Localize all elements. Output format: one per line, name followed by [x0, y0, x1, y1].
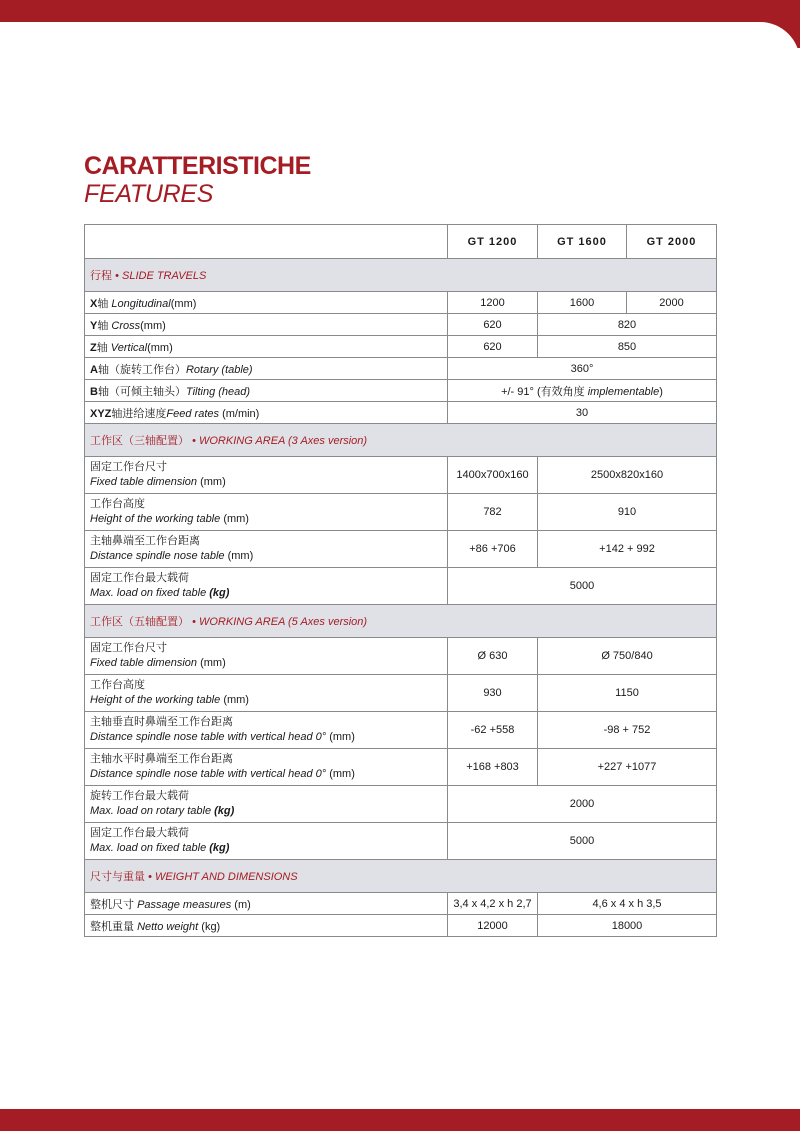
row-label: [85, 380, 448, 402]
table-row: [85, 292, 717, 314]
value-cell: Ø 750/840: [538, 638, 717, 675]
value-cell: 12000: [448, 915, 538, 937]
value-cell: 620: [448, 314, 538, 336]
row-label: [85, 893, 448, 915]
value-cell: [448, 380, 717, 402]
row-unit: (mm): [329, 731, 355, 743]
row-label-en: Distance spindle nose table with vertical head 0°: [90, 768, 327, 780]
row-label-en: Distance spindle nose table: [90, 550, 225, 562]
table-row: [85, 314, 717, 336]
row-label: [85, 457, 448, 494]
value-cell: 1150: [538, 675, 717, 712]
row-label-cn: 轴: [96, 341, 108, 354]
row-unit: (kg): [214, 805, 235, 817]
row-label: [85, 292, 448, 314]
value-text-italic: implementable: [587, 385, 660, 398]
value-cell: 18000: [538, 915, 717, 937]
header-empty-cell: [85, 225, 448, 259]
row-label: [85, 823, 448, 860]
value-cell: 1600: [538, 292, 627, 314]
table-row: [85, 712, 717, 749]
value-cell: 3,4 x 4,2 x h 2,7: [448, 893, 538, 915]
row-label-en: Feed rates: [166, 407, 219, 420]
row-label-cn: 轴（可倾主轴头）: [97, 385, 186, 398]
value-cell: Ø 630: [448, 638, 538, 675]
value-cell: 620: [448, 336, 538, 358]
row-label: [85, 336, 448, 358]
row-label-en: Vertical: [110, 341, 148, 354]
row-label-cn: 主轴垂直时鼻端至工作台距离: [90, 716, 233, 728]
value-cell: +168 +803: [448, 749, 538, 786]
top-band: [0, 0, 800, 22]
value-cell: 4,6 x 4 x h 3,5: [538, 893, 717, 915]
section-title: [85, 605, 717, 638]
row-label-en-line: [90, 841, 442, 856]
section-header: [85, 424, 717, 457]
value-cell: 30: [448, 402, 717, 424]
row-label-en: Max. load on fixed table: [90, 842, 207, 854]
row-unit: (m): [234, 898, 251, 911]
row-label-cn: 轴: [97, 319, 109, 332]
table-row: [85, 893, 717, 915]
model-header: GT 1200: [448, 225, 538, 259]
section-separator: •: [192, 616, 196, 628]
row-label-en-line: [90, 586, 442, 601]
section-title: [85, 860, 717, 893]
row-label-cn: 固定工作台尺寸: [90, 461, 167, 473]
row-unit: (mm): [147, 341, 173, 354]
row-label-cn: 固定工作台最大载荷: [90, 572, 189, 584]
row-label-en: Cross: [111, 319, 141, 332]
section-title: [85, 259, 717, 292]
table-row: [85, 358, 717, 380]
table-row: [85, 494, 717, 531]
row-unit: (kg): [201, 920, 221, 933]
row-label-cn: 工作台高度: [90, 498, 145, 510]
value-cell: 930: [448, 675, 538, 712]
row-label-cn: 固定工作台尺寸: [90, 642, 167, 654]
row-unit: (kg): [209, 587, 230, 599]
row-label-en: Fixed table dimension: [90, 476, 198, 488]
row-label-en-line: [90, 804, 442, 819]
table-row: [85, 915, 717, 937]
row-label-en-line: [90, 767, 442, 782]
value-cell: 5000: [448, 823, 717, 860]
row-unit: (mm): [200, 476, 226, 488]
value-cell: +227 +1077: [538, 749, 717, 786]
row-label-en-line: [90, 549, 442, 564]
value-cell: 850: [538, 336, 717, 358]
table-row: [85, 531, 717, 568]
axis-code: Z: [90, 341, 97, 354]
row-label: [85, 712, 448, 749]
section-title-en: SLIDE TRAVELS: [121, 270, 207, 282]
row-label: [85, 749, 448, 786]
section-title-en: WEIGHT AND DIMENSIONS: [154, 871, 298, 883]
row-unit: (mm): [200, 657, 226, 669]
table-row: [85, 568, 717, 605]
row-label-cn: 旋转工作台最大载荷: [90, 790, 189, 802]
row-label-en: Distance spindle nose table with vertical head 0°: [90, 731, 327, 743]
value-text: +/- 91° (有效角度: [501, 385, 585, 398]
section-title-cn: 尺寸与重量: [90, 871, 145, 883]
value-cell: 820: [538, 314, 717, 336]
page-subtitle: FEATURES: [84, 180, 214, 208]
row-unit: (mm): [223, 513, 249, 525]
section-title-cn: 行程: [90, 270, 112, 282]
section-header: [85, 605, 717, 638]
model-header: GT 1600: [538, 225, 627, 259]
model-header: GT 2000: [627, 225, 717, 259]
value-cell: 2500x820x160: [538, 457, 717, 494]
row-label-cn: 轴（旋转工作台）: [97, 363, 186, 376]
section-separator: •: [115, 270, 119, 282]
row-label: [85, 568, 448, 605]
value-cell: 1200: [448, 292, 538, 314]
value-cell: 5000: [448, 568, 717, 605]
section-title-cn: 工作区（三轴配置）: [90, 435, 189, 447]
table-row: [85, 336, 717, 358]
row-unit: (kg): [209, 842, 230, 854]
axis-code: B: [90, 385, 98, 398]
row-label: [85, 786, 448, 823]
row-label: [85, 675, 448, 712]
section-header: [85, 259, 717, 292]
row-label-en-line: [90, 656, 442, 671]
row-label: [85, 402, 448, 424]
axis-code: XYZ: [90, 407, 112, 420]
table-row: [85, 786, 717, 823]
row-label-en: Longitudinal: [111, 297, 171, 310]
row-unit: (mm): [227, 550, 254, 562]
row-unit: (mm): [329, 768, 355, 780]
row-label-en: Height of the working table: [90, 694, 221, 706]
row-label-en: Netto weight: [137, 920, 199, 933]
table-row: [85, 402, 717, 424]
value-cell: 360°: [448, 358, 717, 380]
row-label-en-line: [90, 475, 442, 490]
section-separator: •: [192, 435, 196, 447]
row-label-en-line: [90, 693, 442, 708]
row-label-en-line: [90, 730, 442, 745]
row-label: [85, 314, 448, 336]
row-label-cn: 整机尺寸: [90, 898, 134, 911]
value-cell: -98 + 752: [538, 712, 717, 749]
row-label-en: Fixed table dimension: [90, 657, 198, 669]
row-label-en-line: [90, 512, 442, 527]
row-label-en: Tilting (head): [185, 385, 251, 398]
table-row: [85, 823, 717, 860]
value-cell: 910: [538, 494, 717, 531]
table-row: [85, 638, 717, 675]
page-title: CARATTERISTICHE: [84, 152, 311, 180]
section-separator: •: [148, 871, 152, 883]
row-unit: (mm): [140, 319, 166, 332]
value-cell: 782: [448, 494, 538, 531]
model-header-row: [85, 225, 717, 259]
table-row: [85, 457, 717, 494]
bottom-band: [0, 1109, 800, 1131]
section-title-en: WORKING AREA (3 Axes version): [198, 435, 368, 447]
section-title-en: WORKING AREA (5 Axes version): [198, 616, 368, 628]
row-label-en: Passage measures: [137, 898, 232, 911]
table-row: [85, 749, 717, 786]
row-label: [85, 358, 448, 380]
value-text: ): [659, 385, 663, 398]
axis-code: A: [90, 363, 98, 376]
row-label-en: Max. load on fixed table: [90, 587, 207, 599]
row-label-en: Rotary (table): [185, 363, 253, 376]
row-label: [85, 915, 448, 937]
row-label-en: Max. load on rotary table: [90, 805, 212, 817]
section-title-cn: 工作区（五轴配置）: [90, 616, 189, 628]
value-cell: 2000: [627, 292, 717, 314]
row-label-cn: 主轴水平时鼻端至工作台距离: [90, 753, 233, 765]
row-label-cn: 轴进给速度: [111, 407, 167, 420]
row-label-cn: 工作台高度: [90, 679, 145, 691]
row-label-cn: 整机重量: [90, 920, 134, 933]
row-label: [85, 638, 448, 675]
row-label-cn: 轴: [97, 297, 109, 310]
row-label-en: Height of the working table: [90, 513, 221, 525]
section-header: [85, 860, 717, 893]
row-label: [85, 531, 448, 568]
row-label-cn: 主轴鼻端至工作台距离: [90, 535, 200, 547]
table-row: [85, 675, 717, 712]
section-title: [85, 424, 717, 457]
value-cell: +86 +706: [448, 531, 538, 568]
axis-code: X: [90, 297, 98, 310]
value-cell: 2000: [448, 786, 717, 823]
row-unit: (mm): [170, 297, 197, 310]
table-row: [85, 380, 717, 402]
row-unit: (m/min): [222, 407, 260, 420]
row-unit: (mm): [223, 694, 249, 706]
row-label: [85, 494, 448, 531]
value-cell: 1400x700x160: [448, 457, 538, 494]
value-cell: -62 +558: [448, 712, 538, 749]
features-table: [84, 224, 717, 937]
value-cell: +142 + 992: [538, 531, 717, 568]
row-label-cn: 固定工作台最大载荷: [90, 827, 189, 839]
axis-code: Y: [90, 319, 98, 332]
